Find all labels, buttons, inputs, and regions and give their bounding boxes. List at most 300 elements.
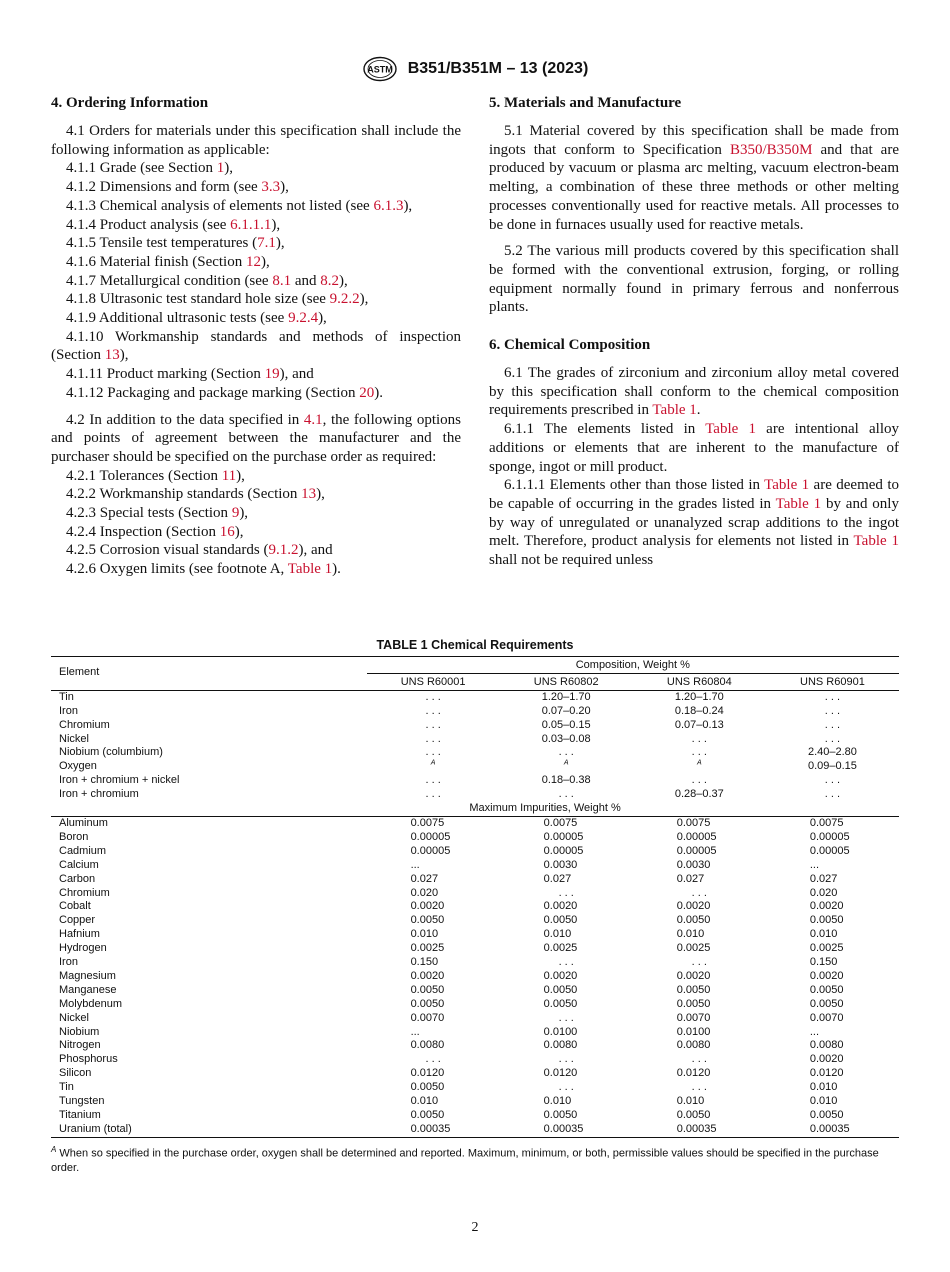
- table-row: [51, 788, 899, 802]
- value-cell: 0.00005: [809, 844, 850, 857]
- value-cell: 0.0100: [543, 1025, 578, 1038]
- value-cell: . . .: [824, 788, 841, 801]
- list-item-text: ).: [332, 561, 341, 578]
- value-cell: 0.010: [676, 1095, 705, 1108]
- element-cell: Hydrogen: [59, 942, 107, 955]
- element-cell: Iron + chromium + nickel: [59, 774, 180, 787]
- value-cell: 0.00005: [410, 830, 451, 843]
- footnote-marker: A: [563, 759, 569, 767]
- list-item: [51, 504, 461, 523]
- element-cell: Nickel: [59, 732, 89, 745]
- list-item: [51, 328, 461, 365]
- cross-reference-link[interactable]: 20: [359, 384, 375, 401]
- value-cell: 0.010: [809, 1081, 838, 1094]
- value-cell: 0.010: [410, 1095, 439, 1108]
- value-cell: 0.0020: [543, 969, 578, 982]
- table-row: [51, 859, 899, 873]
- value-cell: . . .: [558, 1081, 574, 1094]
- value-cell: 0.0020: [543, 900, 578, 913]
- table-row: [51, 746, 899, 760]
- value-cell: . . .: [425, 690, 441, 703]
- value-cell: 0.00005: [543, 830, 584, 843]
- value-cell: . . .: [824, 704, 841, 717]
- cross-reference-link[interactable]: 8.2: [320, 272, 340, 289]
- value-cell: 0.0050: [676, 997, 711, 1010]
- table-title: TABLE 1 Chemical Requirements: [376, 638, 574, 652]
- section-5-heading: 5. Materials and Manufacture: [489, 95, 682, 111]
- table-row: [51, 1123, 899, 1137]
- value-cell: 0.0120: [809, 1067, 844, 1080]
- composition-header: Composition, Weight %: [367, 657, 899, 674]
- list-4-1: [51, 159, 461, 402]
- value-cell: [367, 760, 500, 774]
- table-row: [51, 970, 899, 984]
- section-4-heading: 4. Ordering Information: [51, 95, 209, 111]
- value-cell: . . .: [691, 886, 707, 899]
- list-item-text: 4.2.5 Corrosion visual standards (: [66, 542, 269, 559]
- value-cell: 0.0050: [410, 1109, 445, 1121]
- value-cell: . . .: [691, 774, 707, 787]
- value-cell: 0.0050: [543, 983, 578, 996]
- grade-header: UNS R60804: [666, 675, 732, 688]
- value-cell: ...: [809, 858, 820, 871]
- list-item-text: ),: [403, 197, 413, 214]
- table-row: [51, 719, 899, 733]
- document-designation: B351/B351M – 13 (2023): [407, 60, 589, 77]
- list-item-text: ), and: [298, 542, 333, 559]
- spec-reference-link[interactable]: B350/B350M: [729, 141, 813, 158]
- cross-reference-link[interactable]: 8.1: [272, 272, 292, 289]
- value-cell: 0.00035: [676, 1122, 717, 1135]
- value-cell: 0.0025: [676, 942, 711, 955]
- element-cell: Niobium (columbium): [59, 746, 163, 759]
- element-cell: Carbon: [59, 872, 96, 885]
- value-cell: 0.0050: [543, 1109, 578, 1121]
- p42-text-post: , the following options and points of agreement between the manufacturer and the purchaser should be specified on the purchase order as required:: [51, 411, 461, 465]
- list-item-text: ),: [271, 216, 281, 233]
- p611-text-pre: 6.1.1 The elements listed in: [504, 421, 706, 438]
- list-item-text: 4.1.12 Packaging and package marking (Section: [66, 384, 360, 401]
- footnote-marker: A: [696, 759, 702, 767]
- list-item: [51, 253, 461, 272]
- value-cell: 0.0050: [809, 997, 844, 1010]
- element-cell: Tin: [59, 690, 74, 703]
- value-cell: 0.0025: [809, 942, 844, 955]
- astm-logo-icon: [362, 56, 398, 82]
- table-row: [51, 956, 899, 970]
- list-item-text: 4.1.9 Additional ultrasonic tests (see: [66, 310, 289, 327]
- table-row: [51, 1026, 899, 1040]
- p6111-text-post: shall not be required unless: [489, 552, 654, 569]
- element-cell: Copper: [59, 914, 96, 927]
- value-cell: 0.010: [543, 1095, 572, 1108]
- table-reference-link[interactable]: Table 1: [705, 421, 756, 438]
- element-cell: Cobalt: [59, 900, 91, 913]
- value-cell: 0.0050: [809, 1109, 844, 1121]
- p42-text-pre: 4.2 In addition to the data specified in: [66, 411, 304, 428]
- list-item: [51, 178, 461, 197]
- table-row: [51, 984, 899, 998]
- list-item-text: ),: [260, 253, 270, 270]
- value-cell: 0.0030: [543, 858, 578, 871]
- paragraph-5-2: 5.2 The various mill products covered by this specification shall be formed with the conventional extrusion, forging, or rolling equipment normally found in primary ferrous and nonferrous plants.: [489, 243, 899, 316]
- table-row: [51, 705, 899, 719]
- value-cell: . . .: [558, 746, 574, 759]
- value-cell: 0.010: [676, 928, 705, 941]
- value-cell: 0.0120: [543, 1067, 578, 1080]
- paragraph-4-2: [51, 411, 461, 467]
- cross-reference-link[interactable]: 6.1.3: [373, 197, 404, 214]
- impurities-header: Maximum Impurities, Weight %: [469, 802, 621, 815]
- value-cell: 0.0050: [410, 1081, 445, 1094]
- value-cell: 0.0025: [410, 942, 445, 955]
- cross-reference-link[interactable]: 16: [219, 523, 235, 540]
- value-cell: 0.00005: [676, 844, 717, 857]
- value-cell: 0.00035: [809, 1122, 850, 1135]
- element-cell: Boron: [59, 830, 89, 843]
- value-cell: 0.0050: [809, 914, 844, 927]
- value-cell: 0.07–0.20: [541, 704, 591, 717]
- left-column: [51, 93, 461, 579]
- element-column-header: Element: [59, 666, 100, 679]
- value-cell: . . .: [824, 690, 841, 703]
- element-cell: Nickel: [59, 1011, 89, 1024]
- value-cell: 0.0080: [809, 1039, 844, 1052]
- list-item: [51, 560, 461, 579]
- value-cell: 0.0050: [543, 914, 578, 927]
- value-cell: ...: [410, 858, 420, 871]
- astm-logo-text: ASTM: [366, 64, 393, 75]
- value-cell: 0.0050: [410, 997, 445, 1010]
- table-reference-link[interactable]: Table 1: [853, 533, 899, 550]
- list-item: [51, 523, 461, 542]
- table-row: [51, 760, 899, 774]
- value-cell: 0.00005: [410, 844, 451, 857]
- value-cell: 2.40–2.80: [807, 746, 857, 759]
- cross-reference-link[interactable]: 9.2.4: [288, 310, 319, 327]
- list-item: [51, 290, 461, 309]
- cross-reference-link[interactable]: 13: [301, 486, 317, 503]
- value-cell: . . .: [425, 704, 441, 717]
- value-cell: 0.0020: [809, 1053, 844, 1066]
- cross-reference-link[interactable]: 1: [216, 160, 225, 177]
- p51-text-pre: 5.1 Material covered by this specification shall be made from ingots that conform to Specification: [489, 123, 899, 158]
- value-cell: 0.027: [809, 872, 838, 885]
- value-cell: 0.0050: [543, 997, 578, 1010]
- page-number: 2: [471, 1220, 479, 1235]
- list-item-text: and: [291, 272, 321, 289]
- value-cell: 0.0080: [543, 1039, 578, 1052]
- list-item-text: ),: [236, 467, 245, 484]
- element-cell: Silicon: [59, 1067, 92, 1080]
- table-row: [51, 1067, 899, 1081]
- list-item-text: ),: [316, 486, 325, 503]
- p6111-text-pre: 6.1.1.1 Elements other than those listed in: [504, 477, 765, 494]
- value-cell: 0.0070: [410, 1011, 445, 1024]
- cross-reference-link[interactable]: 19: [264, 366, 280, 383]
- value-cell: 0.0070: [809, 1011, 844, 1024]
- value-cell: 0.0075: [676, 816, 711, 829]
- table-reference-link[interactable]: Table 1: [764, 477, 810, 494]
- cross-reference-link[interactable]: 11: [221, 467, 237, 484]
- value-cell: 0.0020: [809, 900, 844, 913]
- table-row: [51, 733, 899, 747]
- table-row: [51, 1095, 899, 1109]
- list-4-2: [51, 467, 461, 579]
- list-item: [51, 541, 461, 560]
- value-cell: . . .: [824, 774, 841, 787]
- list-item-text: 4.1.4 Product analysis (see: [66, 216, 231, 233]
- element-cell: Manganese: [59, 983, 117, 996]
- list-item: [51, 197, 461, 216]
- value-cell: 0.0050: [410, 914, 445, 927]
- value-cell: 0.010: [410, 928, 439, 941]
- list-item-text: ).: [374, 384, 383, 401]
- element-cell: Phosphorus: [59, 1053, 118, 1066]
- value-cell: 0.0075: [543, 816, 578, 829]
- list-item-text: 4.1.7 Metallurgical condition (see: [66, 272, 273, 289]
- value-cell: 0.027: [410, 872, 439, 885]
- table-row: [51, 998, 899, 1012]
- value-cell: 0.0080: [410, 1039, 445, 1052]
- value-cell: 0.00035: [410, 1122, 451, 1135]
- value-cell: 0.027: [543, 872, 572, 885]
- value-cell: 0.0050: [676, 1109, 711, 1121]
- cross-reference-link[interactable]: 4.1: [303, 411, 323, 428]
- element-cell: Molybdenum: [59, 997, 122, 1010]
- value-cell: . . .: [824, 732, 841, 745]
- composition-rows: [51, 690, 899, 802]
- table-row: [51, 1081, 899, 1095]
- value-cell: 0.150: [809, 956, 838, 969]
- value-cell: 0.0100: [676, 1025, 711, 1038]
- grade-header: UNS R60802: [533, 675, 599, 688]
- table-reference-link[interactable]: Table 1: [652, 402, 697, 419]
- table-row: [51, 928, 899, 942]
- table-row: [51, 1053, 899, 1067]
- list-item-text: 4.1.11 Product marking (Section: [66, 366, 265, 383]
- value-cell: 0.03–0.08: [541, 732, 591, 745]
- cross-reference-link[interactable]: 3.3: [261, 179, 281, 196]
- cross-reference-link[interactable]: 12: [245, 253, 261, 270]
- p6111-text-mid2: by and only by way of unregulated or unanalyzed scrap additions to the ingot melt. Therefore, product analysis for elements not listed in: [489, 495, 899, 550]
- list-item-text: 4.1.8 Ultrasonic test standard hole size (see: [66, 291, 330, 308]
- list-item-text: ),: [280, 179, 289, 196]
- footnote-marker: A: [430, 759, 436, 767]
- table-row: [51, 914, 899, 928]
- list-item-text: 4.2.3 Special tests (Section: [66, 505, 232, 522]
- value-cell: 0.020: [809, 886, 838, 899]
- table-row: [51, 816, 899, 830]
- value-cell: [500, 760, 633, 774]
- value-cell: 0.0120: [676, 1067, 711, 1080]
- value-cell: 0.18–0.24: [674, 704, 724, 717]
- value-cell: 0.010: [809, 1095, 838, 1108]
- element-cell: Magnesium: [59, 969, 116, 982]
- value-cell: . . .: [691, 1053, 707, 1066]
- value-cell: 0.0020: [809, 969, 844, 982]
- value-cell: 0.0120: [410, 1067, 445, 1080]
- table-footnote: [51, 1142, 899, 1177]
- table-row: [51, 1012, 899, 1026]
- chemical-requirements-table-section: [51, 638, 899, 1176]
- value-cell: 0.00035: [543, 1122, 584, 1135]
- value-cell: 0.00005: [543, 844, 584, 857]
- element-cell: Uranium (total): [59, 1122, 132, 1135]
- cross-reference-link[interactable]: Table 1: [287, 561, 333, 578]
- chemical-requirements-table: [51, 656, 899, 1138]
- value-cell: . . .: [425, 774, 441, 787]
- value-cell: . . .: [824, 718, 841, 731]
- value-cell: 0.00005: [676, 830, 717, 843]
- list-item: [51, 485, 461, 504]
- table-row: [51, 900, 899, 914]
- value-cell: 0.0070: [676, 1011, 711, 1024]
- impurities-spacer: [51, 802, 367, 816]
- value-cell: 0.0050: [410, 983, 445, 996]
- list-item: [51, 309, 461, 328]
- table-row: [51, 887, 899, 901]
- value-cell: 1.20–1.70: [674, 690, 724, 703]
- list-item-text: ),: [339, 272, 348, 289]
- paragraph-6-1: [489, 364, 899, 420]
- value-cell: . . .: [425, 746, 441, 759]
- element-cell: Niobium: [59, 1025, 100, 1038]
- value-cell: 0.150: [410, 956, 439, 969]
- value-cell: . . .: [425, 732, 441, 745]
- list-item-text: 4.2.1 Tolerances (Section: [66, 467, 222, 484]
- paragraph-6-1-1: [489, 420, 899, 476]
- value-cell: ...: [809, 1025, 820, 1038]
- value-cell: . . .: [691, 746, 707, 759]
- value-cell: 0.0050: [809, 983, 844, 996]
- list-item-text: ),: [275, 235, 285, 252]
- element-cell: Nitrogen: [59, 1039, 101, 1052]
- section-6-heading: 6. Chemical Composition: [489, 337, 651, 354]
- element-cell: Iron: [59, 704, 78, 717]
- p61-text-pre: 6.1 The grades of zirconium and zirconium alloy metal covered by this specification shall conform to the chemical composition requirements prescribed in: [489, 365, 899, 419]
- table-row: [51, 1109, 899, 1123]
- value-cell: 0.05–0.15: [541, 718, 591, 731]
- value-cell: 0.0050: [676, 914, 711, 927]
- table-row: [51, 1039, 899, 1053]
- value-cell: 0.0020: [410, 900, 445, 913]
- value-cell: . . .: [558, 886, 574, 899]
- element-cell: Oxygen: [59, 760, 97, 773]
- element-cell: Tin: [59, 1081, 74, 1094]
- value-cell: 0.0020: [410, 969, 445, 982]
- value-cell: . . .: [558, 1053, 574, 1066]
- value-cell: 0.0030: [676, 858, 711, 871]
- list-item-text: 4.1.3 Chemical analysis of elements not listed (see: [66, 197, 374, 214]
- value-cell: 0.010: [543, 928, 572, 941]
- value-cell: . . .: [691, 1081, 707, 1094]
- list-item-text: ),: [318, 310, 327, 327]
- list-item-text: ),: [234, 523, 244, 540]
- p61-text-post: .: [696, 402, 701, 419]
- value-cell: 0.0025: [543, 942, 578, 955]
- value-cell: 0.09–0.15: [807, 760, 857, 773]
- value-cell: . . .: [691, 956, 707, 969]
- cross-reference-link[interactable]: 6.1.1.1: [230, 216, 272, 233]
- value-cell: 0.07–0.13: [674, 718, 724, 731]
- list-item-text: 4.1.10 Workmanship standards and methods of inspection (Section: [51, 328, 461, 364]
- value-cell: 0.027: [676, 872, 705, 885]
- value-cell: . . .: [425, 718, 441, 731]
- table-row: [51, 845, 899, 859]
- table-row: [51, 831, 899, 845]
- value-cell: 0.0075: [809, 816, 844, 829]
- list-item-text: 4.1.6 Material finish (Section: [66, 253, 246, 270]
- value-cell: . . .: [558, 1011, 574, 1024]
- value-cell: 1.20–1.70: [541, 690, 591, 703]
- value-cell: 0.18–0.38: [541, 774, 591, 787]
- list-item-text: ), and: [279, 366, 314, 383]
- element-cell: Hafnium: [59, 928, 100, 941]
- value-cell: 0.0075: [410, 816, 445, 829]
- table-row: [51, 774, 899, 788]
- list-item-text: 4.2.4 Inspection (Section: [66, 523, 220, 540]
- value-cell: . . .: [425, 1053, 441, 1066]
- p6111-text-mid: are deemed to be capable of occurring in the grades listed in: [489, 477, 899, 512]
- element-cell: Cadmium: [59, 844, 107, 857]
- grade-header: UNS R60001: [400, 675, 466, 688]
- impurities-spacer: [633, 802, 899, 816]
- element-cell: Calcium: [59, 858, 99, 871]
- page-header: [0, 56, 950, 82]
- paragraph-5-1: [489, 122, 899, 234]
- element-cell: Chromium: [59, 718, 110, 731]
- cross-reference-link[interactable]: 13: [104, 347, 120, 364]
- value-cell: 0.0020: [676, 900, 711, 913]
- cross-reference-link[interactable]: 9.2.2: [329, 291, 360, 308]
- list-item-text: ),: [359, 291, 369, 308]
- element-cell: Titanium: [59, 1109, 101, 1121]
- table-reference-link[interactable]: Table 1: [775, 495, 822, 512]
- value-cell: . . .: [558, 956, 574, 969]
- value-cell: [633, 760, 766, 774]
- element-cell: Aluminum: [59, 816, 108, 829]
- list-item-text: ),: [239, 505, 249, 522]
- cross-reference-link[interactable]: 9: [231, 505, 240, 522]
- list-item: [51, 272, 461, 291]
- list-item: [51, 365, 461, 384]
- value-cell: 0.0050: [676, 983, 711, 996]
- list-item-text: 4.1.1 Grade (see Section: [66, 160, 217, 177]
- value-cell: 0.0020: [676, 969, 711, 982]
- element-cell: Chromium: [59, 886, 110, 899]
- list-item: [51, 467, 461, 486]
- footnote-marker: A: [51, 1144, 57, 1154]
- value-cell: 0.010: [809, 928, 838, 941]
- value-cell: 0.020: [410, 886, 439, 899]
- footnote-text: When so specified in the purchase order, oxygen shall be determined and reported. Maximum, minimum, or both, permissible values should be specified in the purchase order.: [51, 1147, 879, 1175]
- list-item-text: 4.2.6 Oxygen limits (see footnote A,: [66, 561, 288, 578]
- value-cell: 0.0080: [676, 1039, 711, 1052]
- paragraph-6-1-1-1: [489, 476, 899, 570]
- grade-header: UNS R60901: [800, 675, 865, 688]
- value-cell: . . .: [425, 788, 441, 801]
- cross-reference-link[interactable]: 7.1: [257, 235, 276, 252]
- p611-text-post: are intentional alloy additions or elements that are inherent to the manufacture of sponge, ingot or mill product.: [489, 421, 899, 475]
- p51-text-post: and that are produced by vacuum or plasma arc melting, vacuum electron-beam melting, a combination of these three methods or other melting processes conventionally used for reactive metals. All processes to be done in furnaces usually used for reactive metals.: [489, 141, 899, 233]
- list-item: [51, 159, 461, 178]
- table-row: [51, 873, 899, 887]
- table-row: [51, 690, 899, 704]
- list-item-text: ),: [224, 160, 234, 177]
- cross-reference-link[interactable]: 9.1.2: [268, 542, 299, 559]
- list-item-text: 4.2.2 Workmanship standards (Section: [66, 486, 302, 503]
